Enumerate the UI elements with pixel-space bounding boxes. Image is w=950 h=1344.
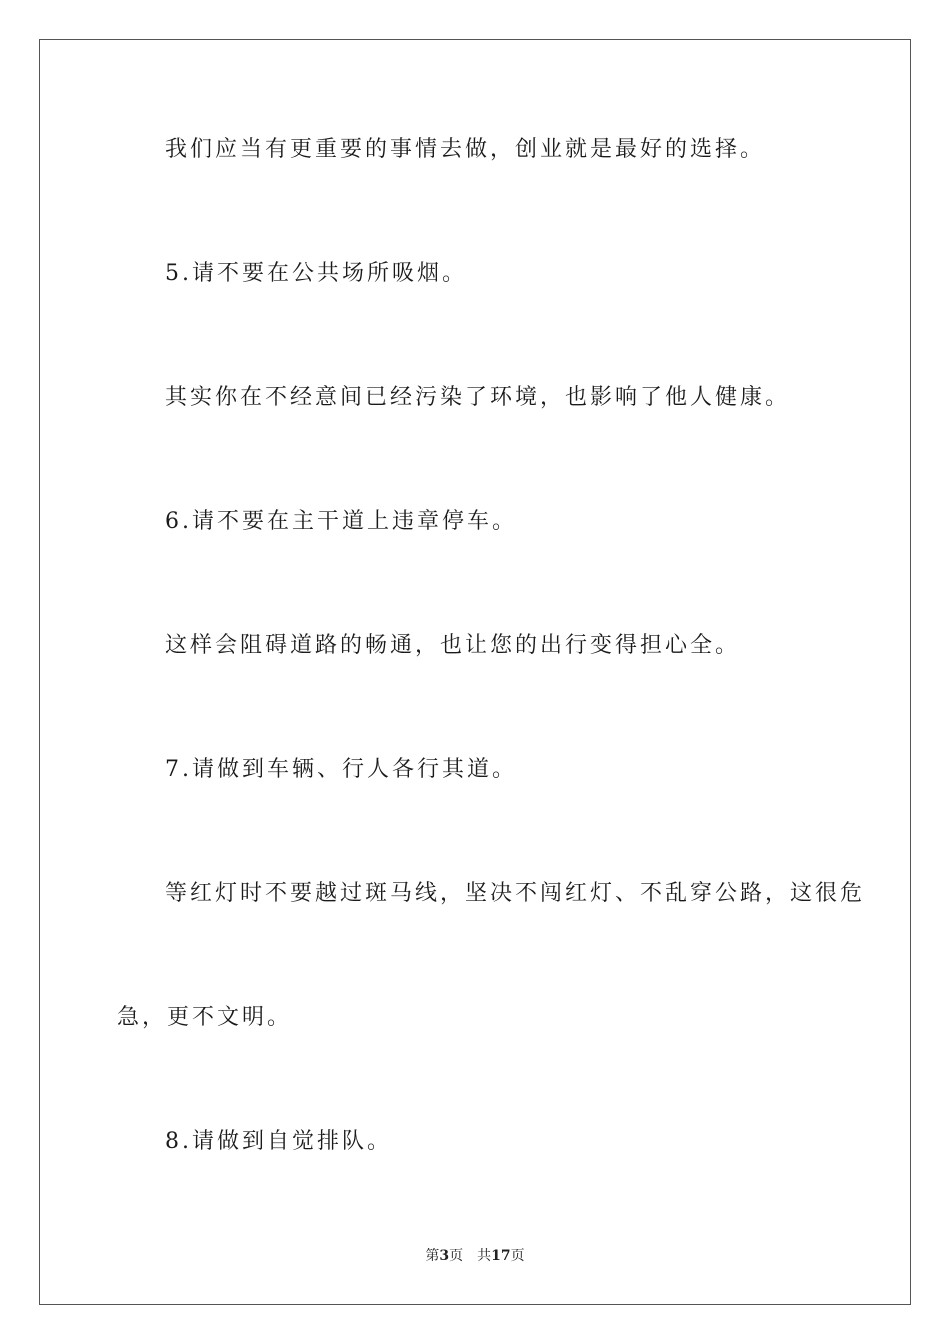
paragraph-1: 我们应当有更重要的事情去做，创业就是最好的选择。 [165,137,766,162]
paragraph-2: 5.请不要在公共场所吸烟。 [165,261,467,286]
paragraph-3: 其实你在不经意间已经污染了环境，也影响了他人健康。 [165,385,791,410]
page-number: 3 [439,1248,450,1264]
paragraph-4: 6.请不要在主干道上违章停车。 [165,509,517,534]
paragraph-5: 这样会阻碍道路的畅通，也让您的出行变得担心全。 [165,633,741,658]
page-prefix: 第 [425,1248,440,1264]
paragraph-8: 8.请做到自觉排队。 [165,1129,392,1154]
page-suffix: 页 [449,1248,464,1264]
total-suffix: 页 [510,1248,525,1264]
page-footer [0,1247,950,1265]
paragraph-7: 等红灯时不要越过斑马线，坚决不闯红灯、不乱穿公路，这很危 [165,881,866,906]
total-prefix: 共 [477,1248,492,1264]
total-pages: 17 [491,1248,511,1264]
paragraph-7-continuation: 急，更不文明。 [117,1005,293,1030]
page-frame [39,39,911,1305]
paragraph-6: 7.请做到车辆、行人各行其道。 [165,757,517,782]
